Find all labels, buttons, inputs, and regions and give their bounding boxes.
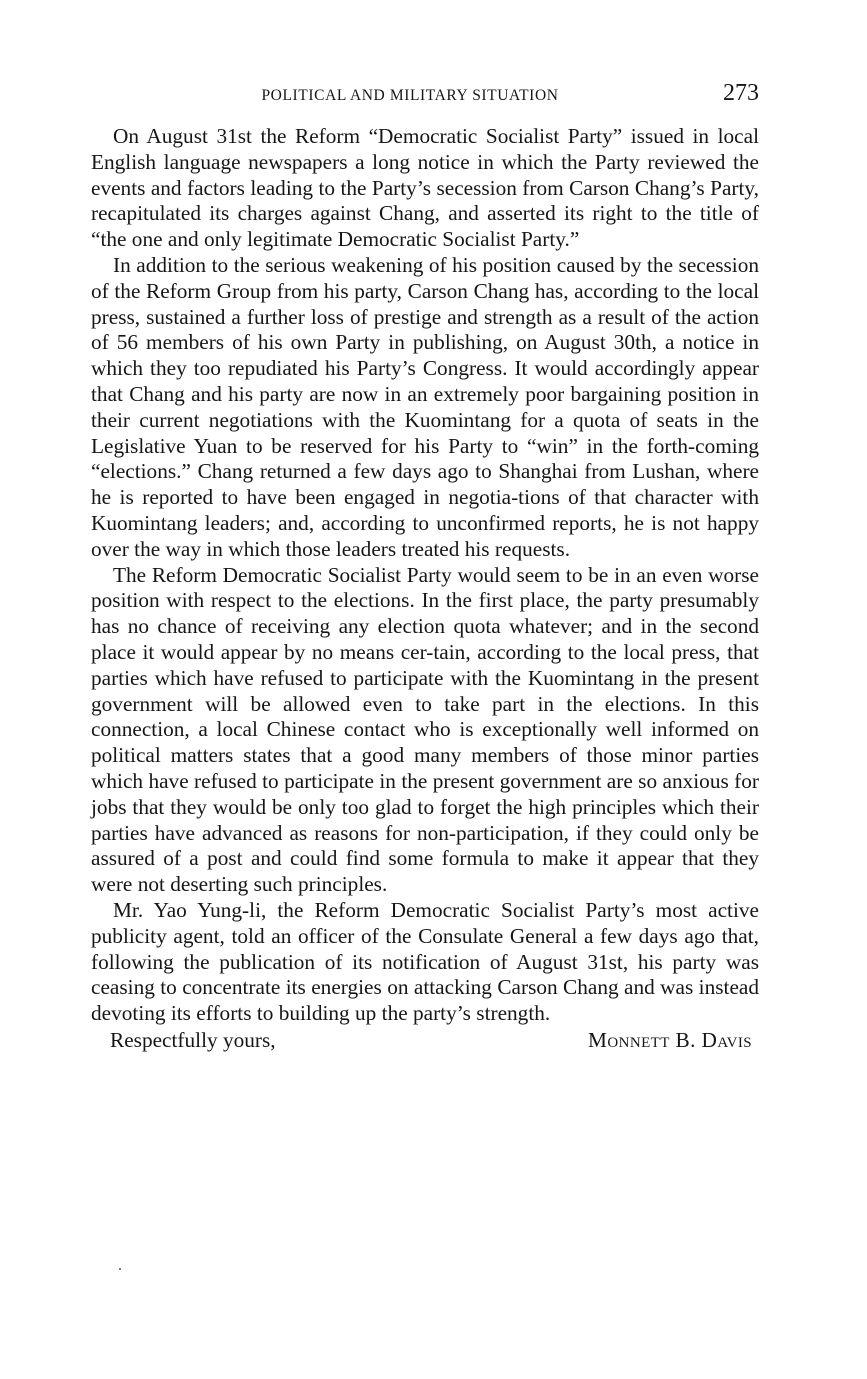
closing-salutation: Respectfully yours,: [110, 1027, 276, 1052]
paragraph: On August 31st the Reform “Democratic Socialist Party” issued in local English language newspapers a long notice in which the Party reviewed the events and factors leading to the Party’s secession from Carson Chang’s Party, recapitulated its charges against Chang, and asserted its right to the title of “the one and only legitimate Democratic Socialist Party.”: [91, 124, 759, 252]
print-speck: [119, 1268, 121, 1270]
paragraph: The Reform Democratic Socialist Party would seem to be in an even worse position with respect to the elections. In the first place, the party presumably has no chance of receiving any election quota whatever; and in the second place it would appear by no means cer-tain, according to the local press, that parties which have refused to participate with the Kuomintang in the present government will be allowed even to take part in the elections. In this connection, a local Chinese contact who is exceptionally well informed on political matters states that a good many members of those minor parties which have refused to participate in the present government are so anxious for jobs that they would be only too glad to forget the high principles which their parties have advanced as reasons for non-participation, if they could only be assured of a post and could find some formula to make it appear that they were not deserting such principles.: [91, 562, 759, 897]
paragraph: Mr. Yao Yung-li, the Reform Democratic Socialist Party’s most active publicity agent, told an officer of the Consulate General a few days ago that, following the publication of its notification of August 31st, his party was ceasing to concentrate its energies on attacking Carson Chang and was instead devoting its efforts to building up the party’s strength.: [91, 897, 759, 1026]
page-number: 273: [723, 80, 759, 106]
body-text: [91, 124, 759, 1027]
signature: Monnett B. Davis: [588, 1027, 752, 1052]
running-head: [91, 80, 759, 112]
paragraph: In addition to the serious weakening of his position caused by the secession of the Reform Group from his party, Carson Chang has, according to the local press, sustained a further loss of prestige and strength as a result of the action of 56 members of his own Party in publishing, on August 30th, a notice in which they too repudiated his Party’s Congress. It would accordingly appear that Chang and his party are now in an extremely poor bargaining position in their current negotiations with the Kuomintang for a quota of seats in the Legislative Yuan to be reserved for his Party to “win” in the forth-coming “elections.” Chang returned a few days ago to Shanghai from Lushan, where he is reported to have been engaged in negotia-tions of that character with Kuomintang leaders; and, according to unconfirmed reports, he is not happy over the way in which those leaders treated his requests.: [91, 252, 759, 561]
running-title: POLITICAL AND MILITARY SITUATION: [261, 87, 559, 104]
document-page: [91, 80, 759, 1054]
letter-closing: [91, 1028, 759, 1054]
